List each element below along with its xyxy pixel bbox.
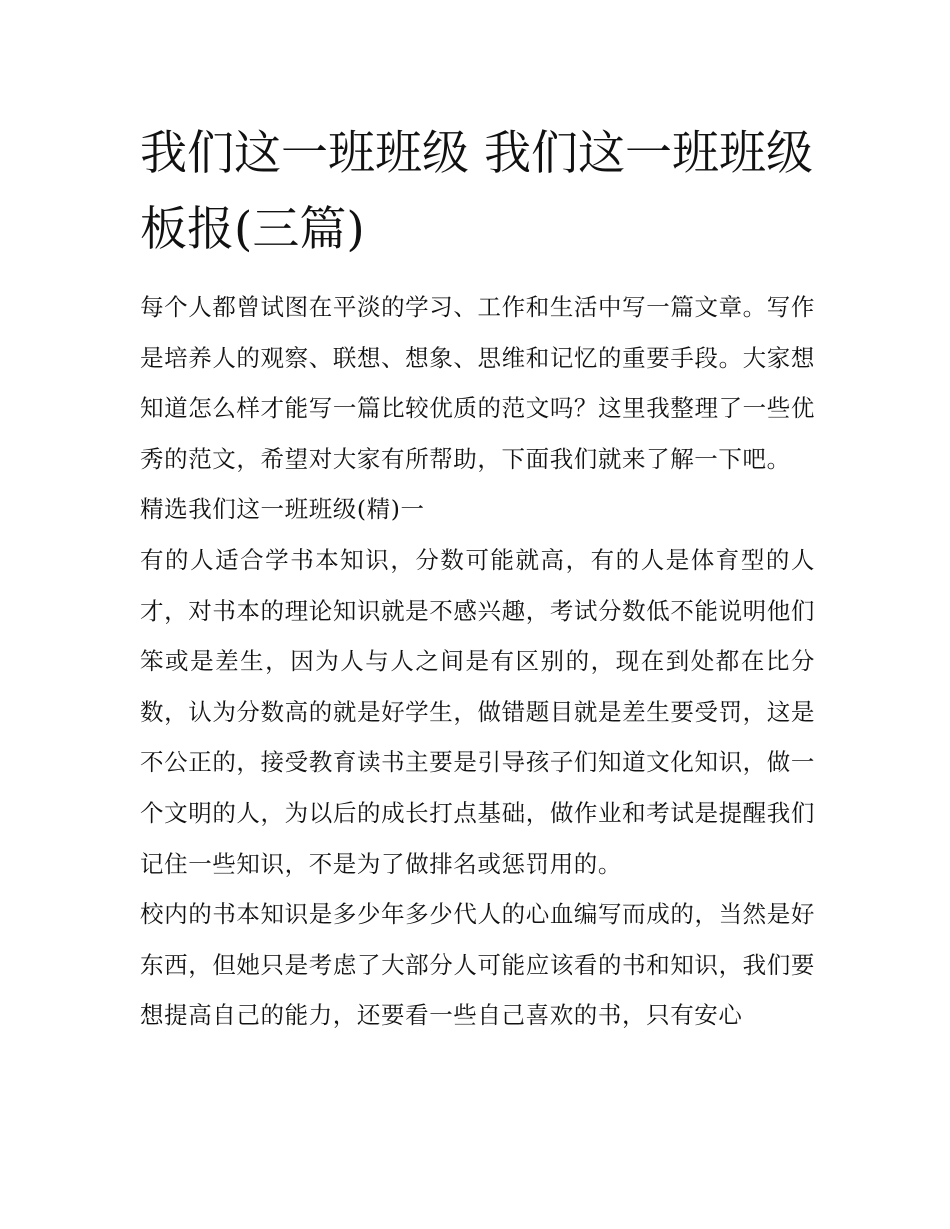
body-paragraph: 校内的书本知识是多少年多少代人的心血编写而成的，当然是好东西，但她只是考虑了大部分人可能应该看的书和知识，我们要想提高自己的能力，还要看一些自己喜欢的书，只有安心 bbox=[140, 900, 815, 1030]
document-body bbox=[140, 116, 815, 1041]
body-paragraph: 有的人适合学书本知识，分数可能就高，有的人是体育型的人才，对书本的理论知识就是不感兴趣，考试分数低不能说明他们笨或是差生，因为人与人之间是有区别的，现在到处都在比分数，认为分数高的就是好学生，做错题目就是差生要受罚，这是不公正的，接受教育读书主要是引导孩子们知道文化知识，做一个文明的人，为以后的成长打点基础，做作业和考试是提醒我们记住一些知识，不是为了做排名或惩罚用的。 bbox=[140, 545, 815, 878]
intro-paragraph: 每个人都曾试图在平淡的学习、工作和生活中写一篇文章。写作是培养人的观察、联想、想象、思维和记忆的重要手段。大家想知道怎么样才能写一篇比较优质的范文吗？这里我整理了一些优秀的范文，希望对大家有所帮助，下面我们就来了解一下吧。 bbox=[140, 293, 815, 473]
document-title: 我们这一班班级 我们这一班班级板报(三篇) bbox=[140, 126, 813, 257]
section-heading: 精选我们这一班班级(精)一 bbox=[140, 495, 425, 524]
